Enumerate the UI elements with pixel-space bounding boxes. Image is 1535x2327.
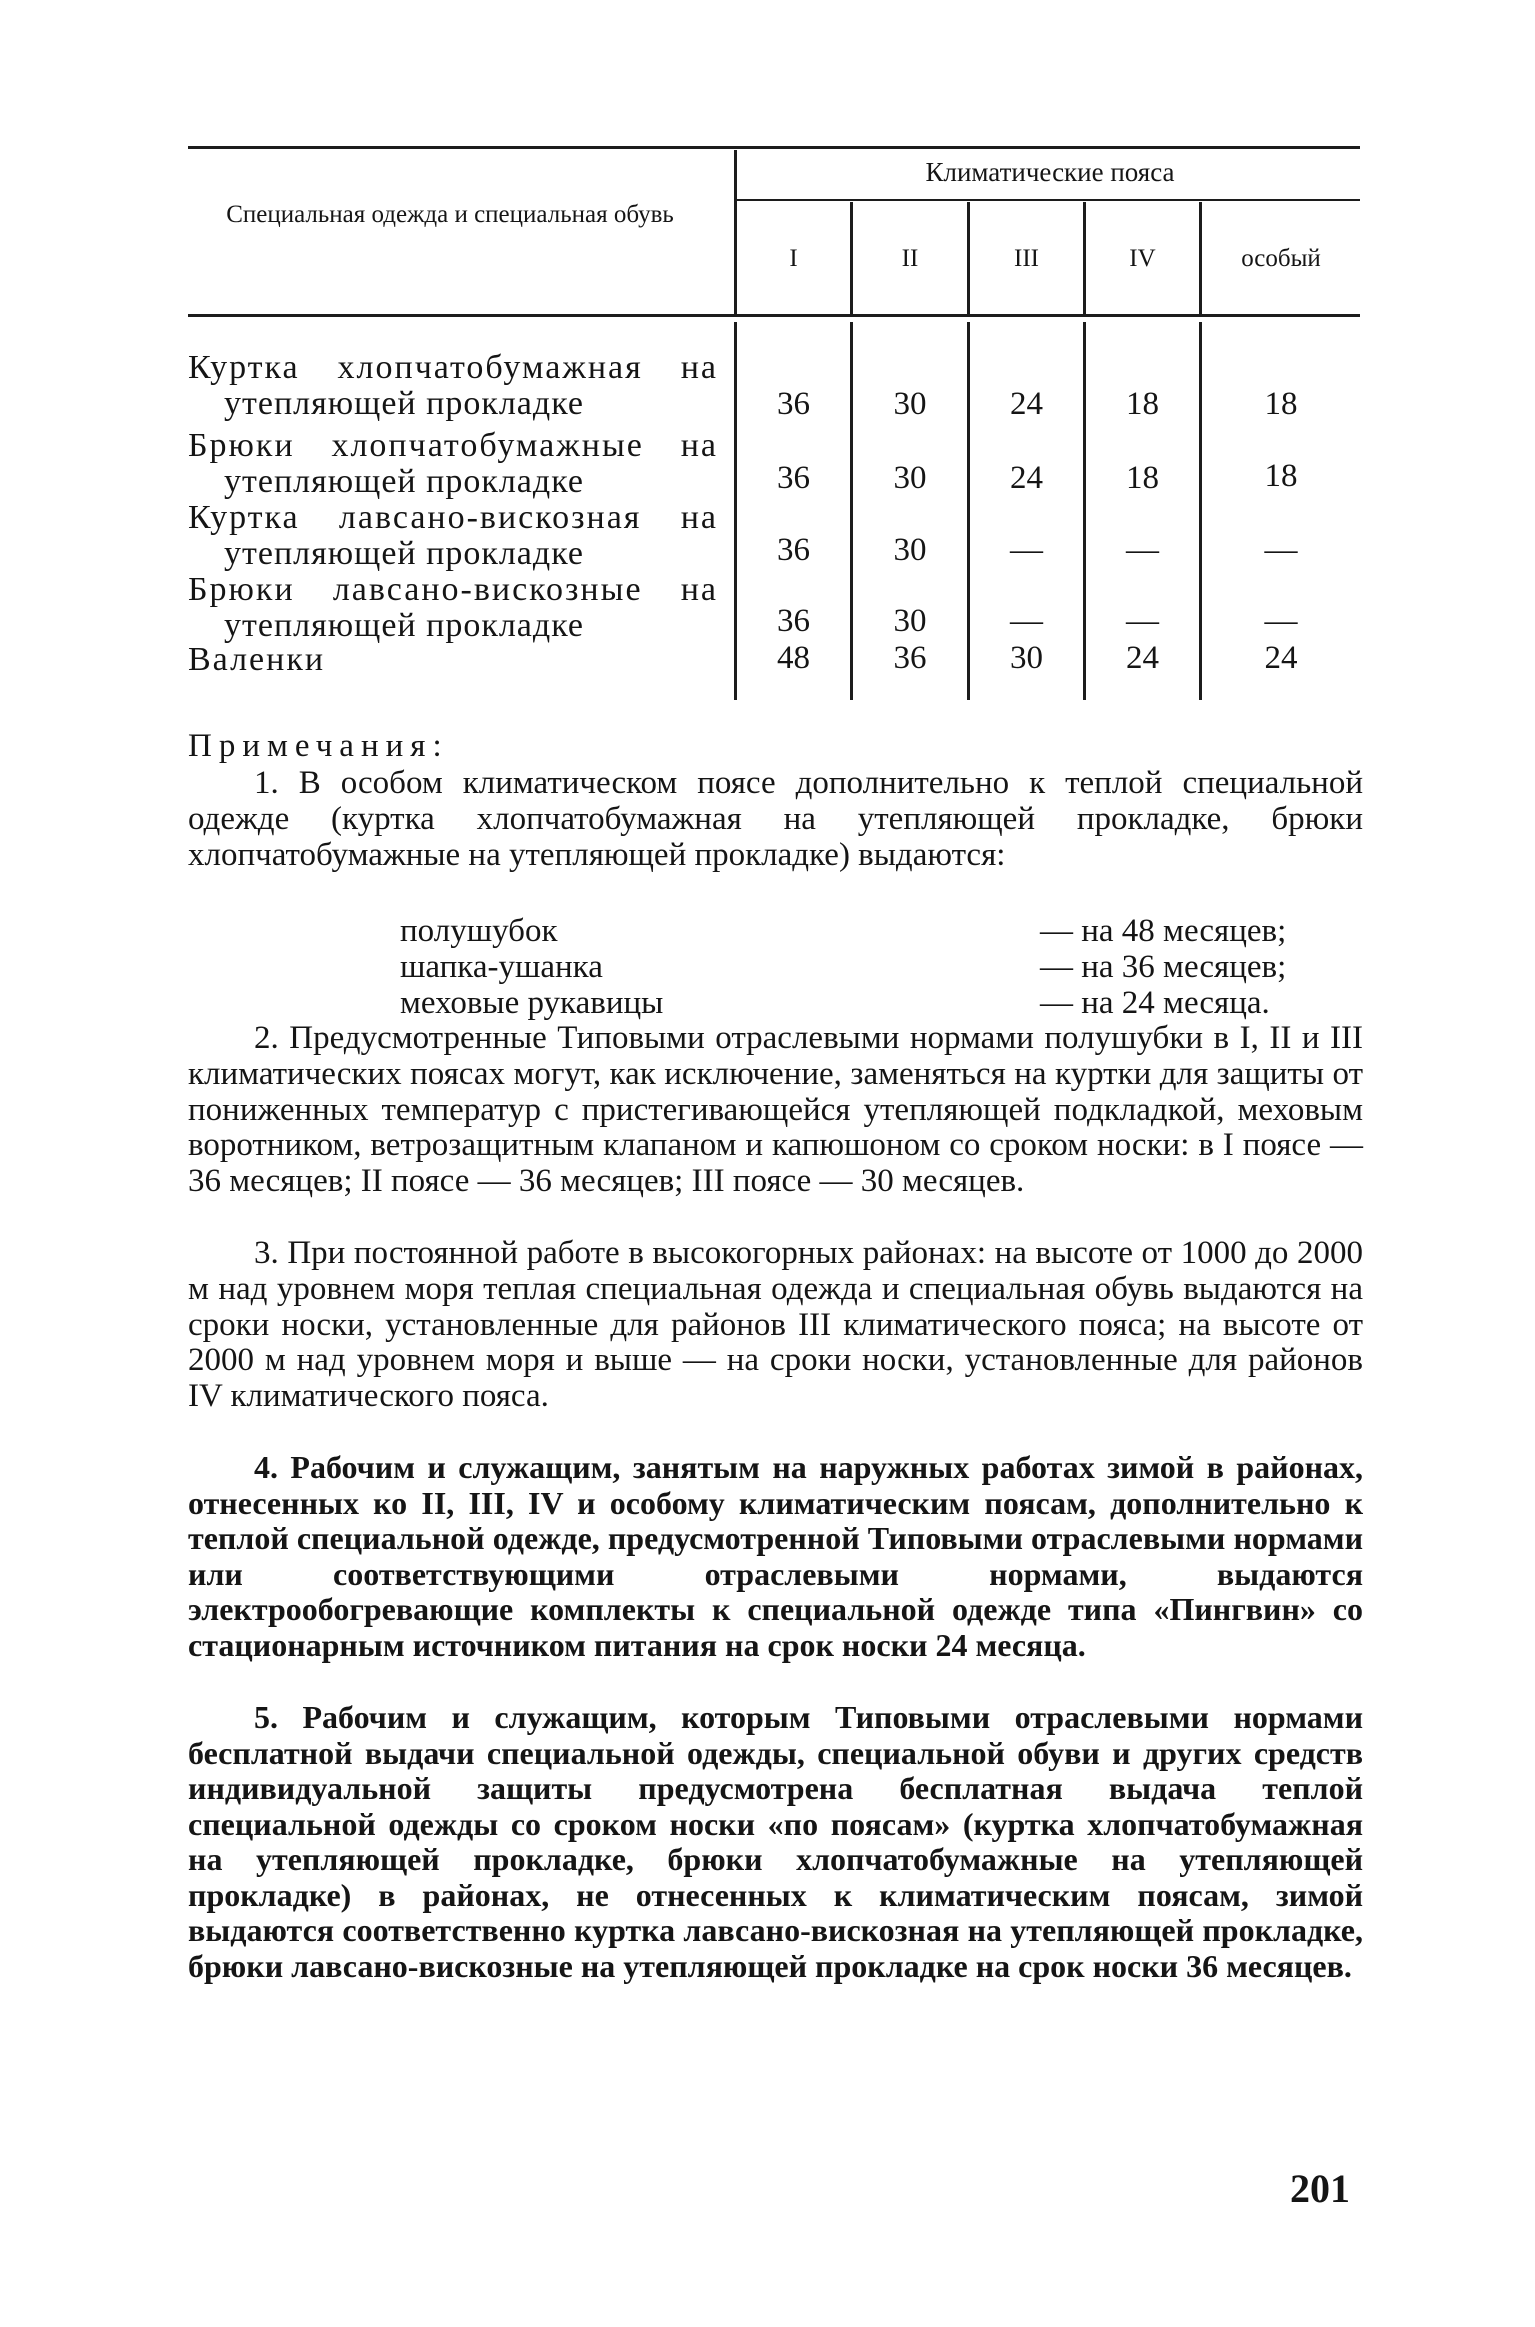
header-col-2: II bbox=[901, 245, 919, 272]
table-cell: 36 bbox=[777, 603, 810, 639]
row-name-word: хлопчатобумажная bbox=[337, 349, 643, 386]
table-cell: — bbox=[1010, 532, 1043, 568]
header-col-3: III bbox=[1014, 245, 1039, 272]
notes-title: Примечания: bbox=[188, 728, 449, 764]
item-period: — на 36 месяцев; bbox=[1040, 949, 1287, 985]
table-cell: 24 bbox=[1010, 460, 1043, 496]
row-name-word: на bbox=[680, 349, 718, 386]
table-cell: 18 bbox=[1264, 386, 1298, 422]
row-name-word: лавсано-вискозные bbox=[332, 571, 643, 608]
header-col-5: особый bbox=[1241, 245, 1321, 272]
table-row-name bbox=[188, 572, 718, 644]
table-cell: 18 bbox=[1264, 458, 1298, 494]
table-cell: — bbox=[1264, 532, 1298, 568]
table-row-name bbox=[188, 642, 718, 678]
table-cell: — bbox=[1010, 603, 1043, 639]
table-cell: 36 bbox=[777, 386, 810, 422]
table-cell: 36 bbox=[777, 532, 810, 568]
table-row-name bbox=[188, 350, 718, 422]
header-col-1: I bbox=[789, 245, 798, 272]
table-top-rule bbox=[188, 146, 1360, 149]
col-divider bbox=[734, 150, 737, 315]
item-name: меховые рукавицы bbox=[400, 985, 664, 1021]
header-group-rule bbox=[735, 199, 1360, 201]
list-item bbox=[400, 949, 1360, 985]
table-cell: 24 bbox=[1126, 640, 1159, 676]
row-name-word: на bbox=[680, 571, 718, 608]
row-name-word: Куртка bbox=[188, 499, 300, 536]
item-name: полушубок bbox=[400, 913, 558, 949]
row-name-line2: утепляющей прокладке bbox=[224, 463, 584, 500]
row-name-word: лавсано-вискозная bbox=[338, 499, 642, 536]
note-5: 5. Рабочим и служащим, которым Типовыми отраслевыми нормами бесплатной выдачи специальной одежды, специальной обуви и других средств индивидуальной защиты предусмотрена бесплатная выдача теплой специальной одежды со сроком носки «по поясам» (куртка хлопчатобумажная на утепляющей прокладке, брюки хлопчатобумажные на утепляющей прокладке) в районах, не отнесенных к климатическим поясам, зимой выдаются соответственно куртка лавсано-вискозная на утепляющей прокладке, брюки лавсано-вискозные на утепляющей прокладке на срок носки 36 месяцев. bbox=[188, 1699, 1363, 1984]
table-cell: 48 bbox=[777, 640, 810, 676]
table-cell: 36 bbox=[893, 640, 927, 676]
row-name-word: Куртка bbox=[188, 349, 300, 386]
row-name-word: Брюки bbox=[188, 571, 295, 608]
table-cell: 18 bbox=[1126, 460, 1159, 496]
table-cell: 36 bbox=[777, 460, 810, 496]
item-period: — на 24 месяца. bbox=[1040, 985, 1270, 1021]
table-cell: — bbox=[1126, 603, 1159, 639]
item-period: — на 48 месяцев; bbox=[1040, 913, 1287, 949]
row-name-line2: утепляющей прокладке bbox=[224, 385, 584, 422]
table-cell: — bbox=[1264, 603, 1298, 639]
header-group: Климатические пояса bbox=[925, 157, 1175, 187]
row-name-word: Валенки bbox=[188, 641, 326, 678]
row-name-line2: утепляющей прокладке bbox=[224, 535, 584, 572]
row-name-word: на bbox=[680, 427, 718, 464]
table-cell: — bbox=[1126, 532, 1159, 568]
row-name-word: на bbox=[680, 499, 718, 536]
header-item: Специальная одежда и специальная обувь bbox=[226, 201, 674, 228]
table-cell: 30 bbox=[893, 386, 927, 422]
header-bottom-rule bbox=[188, 314, 1360, 317]
table-row-name bbox=[188, 500, 718, 572]
list-item bbox=[400, 985, 1360, 1021]
row-name-word: хлопчатобумажные bbox=[331, 427, 644, 464]
row-name-line2: утепляющей прокладке bbox=[224, 607, 584, 644]
note-1-items bbox=[400, 913, 1360, 1021]
table-row-name bbox=[188, 428, 718, 500]
table-cell: 30 bbox=[893, 603, 927, 639]
item-name: шапка-ушанка bbox=[400, 949, 603, 985]
row-name-word: Брюки bbox=[188, 427, 295, 464]
header-col-4: IV bbox=[1129, 245, 1156, 272]
note-1: 1. В особом климатическом поясе дополнительно к теплой специальной одежде (куртка хлопчатобумажная на утепляющей прокладке, брюки хлопчатобумажные на утепляющей прокладке) выдаются: bbox=[188, 765, 1363, 873]
table-cell: 30 bbox=[893, 460, 927, 496]
page-number: 201 bbox=[1290, 2166, 1350, 2211]
note-4: 4. Рабочим и служащим, занятым на наружных работах зимой в районах, отнесенных ко II, III, IV и особому климатическим поясам, дополнительно к теплой специальной одежде, предусмотренной Типовыми отраслевыми нормами или соответствующими отраслевыми нормами, выдаются электрообогревающие комплекты к специальной одежде типа «Пингвин» со стационарным источником питания на срок носки 24 месяца. bbox=[188, 1449, 1363, 1663]
table-cell: 18 bbox=[1126, 386, 1159, 422]
table-cell: 30 bbox=[893, 532, 927, 568]
list-item bbox=[400, 913, 1360, 949]
table-cell: 24 bbox=[1010, 386, 1043, 422]
table-cell: 30 bbox=[1010, 640, 1043, 676]
table-cell: 24 bbox=[1264, 640, 1298, 676]
note-3: 3. При постоянной работе в высокогорных районах: на высоте от 1000 до 2000 м над уровнем моря теплая специальная одежда и специальная обувь выдаются на сроки носки, установленные для районов III климатического пояса; на высоте от 2000 м над уровнем моря и выше — на сроки носки, установленные для районов IV климатического пояса. bbox=[188, 1235, 1363, 1415]
note-2: 2. Предусмотренные Типовыми отраслевыми нормами полушубки в I, II и III климатических поясах могут, как исключение, заменяться на куртки для защиты от пониженных температур с пристегивающейся утепляющей подкладкой, меховым воротником, ветрозащитным клапаном и капюшоном со сроком носки: в I поясе — 36 месяцев; II поясе — 36 месяцев; III поясе — 30 месяцев. bbox=[188, 1020, 1363, 1200]
